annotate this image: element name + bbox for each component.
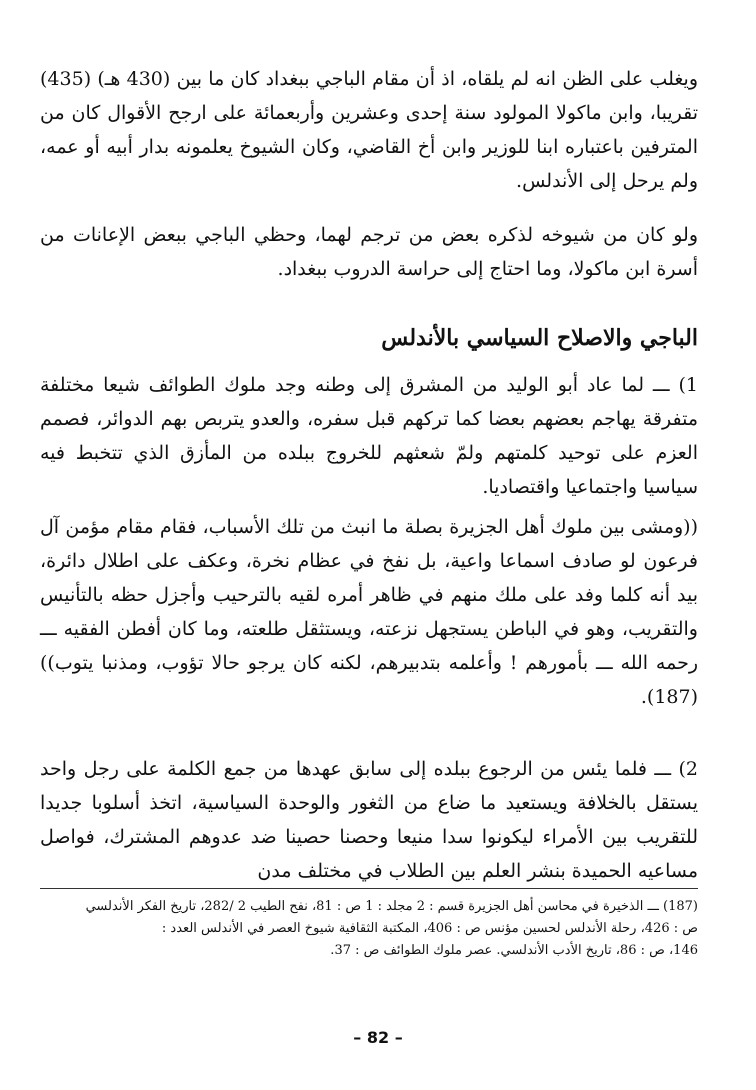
page-number: – 82 – xyxy=(353,1028,403,1047)
paragraph-2 xyxy=(40,218,698,286)
paragraph-4 xyxy=(40,510,698,714)
paragraph-text: 1) ـــ لما عاد أبو الوليد من المشرق إلى وطنه وجد ملوك الطوائف شيعا مختلفة متفرقة يهاجم بعضهم بعضا كما تركهم قبل سفره، والعدو يتربص بهم الدوائر، فصمم العزم على توحيد كلمتهم ولمّ شعثهم للخروج ببلده من المأزق الذي تتخبط فيه سياسيا واجتماعيا واقتصاديا. xyxy=(40,374,698,498)
footnotes xyxy=(40,896,698,962)
paragraph-text: ((ومشى بين ملوك أهل الجزيرة بصلة ما انبث من تلك الأسباب، فقام مقام مؤمن آل فرعون لو صادف اسماعا واعية، بل نفخ في عظام نخرة، وعكف على اطلال دائرة، بيد أنه كلما وفد على ملك منهم في ظاهر أمره لقيه بالترحيب وأجزل حظه بالتأنيس والتقريب، وهو في الباطن يستجهل نزعته، ويستثقل طلعته، وما كان أفطن الفقيه ـــ رحمه الله ـــ بأمورهم ! وأعلمه بتدبيرهم، لكنه كان يرجو حالا تؤوب، ومذنبا يتوب))(187). xyxy=(40,516,698,708)
paragraph-text: ويغلب على الظن انه لم يلقاه، اذ أن مقام الباجي ببغداد كان ما بين (430 هـ) (435) تقريبا، وابن ماكولا المولود سنة إحدى وعشرين وأربعمائة على ارجح الأقوال كان من المترفين باعتباره ابنا للوزير وابن أخ القاضي، وكان الشيوخ يعلمونه بدار أبيه أو عمه، ولم يرحل إلى الأندلس. xyxy=(40,68,698,192)
paragraph-3 xyxy=(40,368,698,504)
paragraph-text: 2) ـــ فلما يئس من الرجوع ببلده إلى سابق عهدها من جمع الكلمة على رجل واحد يستقل بالخلافة ويستعيد ما ضاع من الثغور والوحدة السياسية، اتخذ أسلوبا جديدا للتقريب بين الأمراء ليكونوا سدا منيعا وحصنا حصينا ضد عدوهم المشترك، فواصل مساعيه الحميدة بنشر العلم بين الطلاب في مختلف مدن xyxy=(40,758,698,882)
footnote-line-2: ص : 426، رحلة الأندلس لحسين مؤنس ص : 406، المكتبة الثقافية شيوخ العصر في الأندلس العدد : xyxy=(161,921,698,936)
footnote-line-1: (187) ـــ الذخيرة في محاسن أهل الجزيرة قسم : 2 مجلد : 1 ص : 81، نفح الطيب 2 /282، تاريخ الفكر الأندلسي xyxy=(85,899,698,914)
footnote-line-3: 146، ص : 86، تاريخ الأدب الأندلسي. عصر ملوك الطوائف ص : 37. xyxy=(330,943,698,958)
paragraph-1 xyxy=(40,62,698,198)
section-heading: الباجي والاصلاح السياسي بالأندلس xyxy=(381,325,698,351)
paragraph-5 xyxy=(40,752,698,888)
paragraph-text: ولو كان من شيوخه لذكره بعض من ترجم لهما، وحظي الباجي ببعض الإعانات من أسرة ابن ماكولا، وما احتاج إلى حراسة الدروب ببغداد. xyxy=(40,224,698,280)
footnote-divider xyxy=(40,888,698,889)
